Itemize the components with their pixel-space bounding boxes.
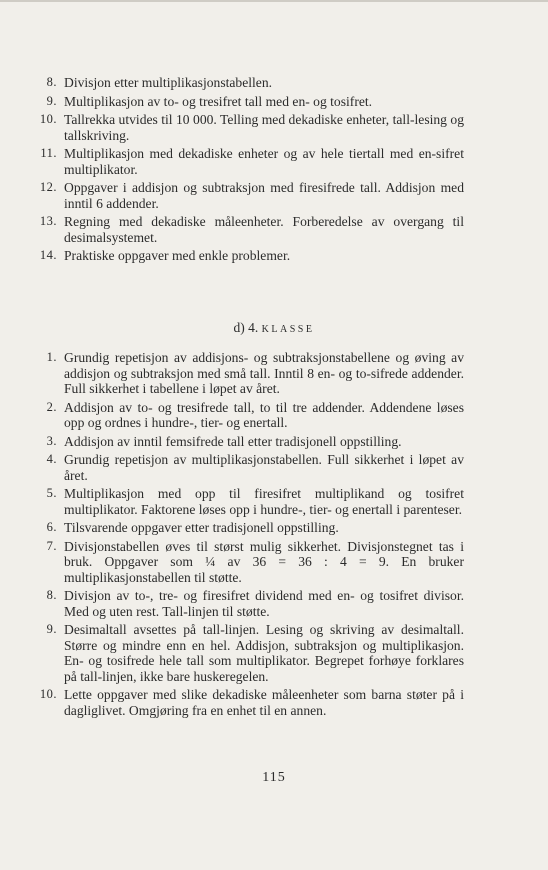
item-number: 3. [46, 433, 57, 448]
item-text: Desimaltall avsettes på tall-linjen. Lesing og skriving av desimaltall. Større og mindre enn en hel. Addisjon, subtraksjon og multiplikasjon. En- og tosifrede hele tall som multiplikator. Begrepet forhøye forklares på tall-linjen, ikke bare huskeregelen. [64, 622, 464, 684]
item-number: 8. [46, 588, 57, 602]
list-item [0, 400, 464, 431]
item-text: Divisjonstabellen øves til størst mulig sikkerhet. Divisjonstegnet tas i bruk. Oppgaver som ¼ av 36 = 36 : 4 = 9. En bruker multiplikasjonstabellen til støtte. [64, 538, 464, 585]
item-text: Grundig repetisjon av addisjons- og subtraksjonstabellene og øving av addisjon og subtraksjon med små tall. Inntil 8 en- og to-sifrede addender. Full sikkerhet i tabellene i løpet av året. [64, 350, 464, 396]
item-text: Regning med dekadiske måleenheter. Forberedelse av overgang til desimalsystemet. [64, 214, 464, 245]
curriculum-list-class-3 [0, 75, 548, 267]
list-item [0, 75, 464, 91]
item-text: Divisjon av to-, tre- og firesifret dividend med en- og tosifret divisor. Med og uten rest. Tall-linjen til støtte. [64, 588, 464, 619]
list-item [0, 588, 464, 619]
item-text: Grundig repetisjon av multiplikasjonstabellen. Full sikkerhet i løpet av året. [64, 452, 464, 483]
item-text: Addisjon av inntil femsifrede tall etter tradisjonell oppstilling. [64, 433, 402, 449]
item-number: 6. [46, 520, 57, 534]
item-number: 5. [46, 486, 57, 500]
list-item [0, 180, 464, 211]
list-item [0, 214, 464, 245]
list-item [0, 486, 464, 517]
list-item [0, 112, 464, 143]
page-number: 115 [262, 770, 286, 785]
item-number: 13. [39, 214, 57, 228]
list-item [0, 622, 464, 684]
item-text: Oppgaver i addisjon og subtraksjon med firesifrede tall. Addisjon med inntil 6 addender. [64, 180, 464, 211]
list-item [0, 146, 464, 177]
list-item [0, 94, 464, 110]
item-number: 9. [46, 93, 57, 108]
item-number: 10. [39, 112, 57, 126]
item-number: 11. [40, 146, 57, 160]
item-text: Divisjon etter multiplikasjonstabellen. [64, 75, 273, 90]
item-number: 2. [46, 399, 57, 414]
item-number: 4. [46, 452, 57, 466]
item-number: 8. [46, 75, 57, 89]
list-item [0, 248, 464, 264]
item-text: Addisjon av to- og tresifrede tall, to til tre addender. Addendene løses opp og ordnes i hundre-, tier- og enertall. [64, 399, 464, 430]
page-edge-line [0, 0, 548, 2]
item-text: Praktiske oppgaver med enkle problemer. [64, 248, 291, 263]
item-text: Multiplikasjon med dekadiske enheter og av hele tiertall med en-sifret multiplikator. [64, 146, 464, 177]
list-item [0, 434, 464, 450]
heading-prefix: d) [233, 320, 245, 335]
item-number: 10. [39, 687, 57, 701]
heading-label: KLASSE [261, 324, 315, 335]
item-number: 9. [46, 622, 57, 636]
list-item [0, 520, 464, 536]
list-item [0, 350, 464, 397]
item-text: Tallrekka utvides til 10 000. Telling med dekadiske enheter, tall-lesing og tallskriving. [64, 112, 464, 143]
list-item [0, 539, 464, 586]
item-text: Tilsvarende oppgaver etter tradisjonell oppstilling. [64, 520, 339, 535]
item-number: 7. [46, 538, 57, 553]
item-text: Multiplikasjon med opp til firesifret multiplikand og tosifret multiplikator. Faktorene løses opp i hundre-, tier- og enertall i parenteser. [64, 486, 464, 517]
list-item [0, 452, 464, 483]
item-text: Lette oppgaver med slike dekadiske måleenheter som barna støter på i dagliglivet. Omgjøring fra en enhet til en annen. [64, 687, 464, 718]
section-heading [0, 320, 548, 336]
list-item [0, 687, 464, 718]
curriculum-list-class-4 [0, 350, 548, 721]
heading-number: 4. [248, 320, 259, 335]
item-number: 14. [39, 248, 57, 262]
item-number: 12. [39, 180, 57, 194]
item-text: Multiplikasjon av to- og tresifret tall med en- og tosifret. [64, 93, 373, 109]
item-number: 1. [46, 350, 57, 364]
